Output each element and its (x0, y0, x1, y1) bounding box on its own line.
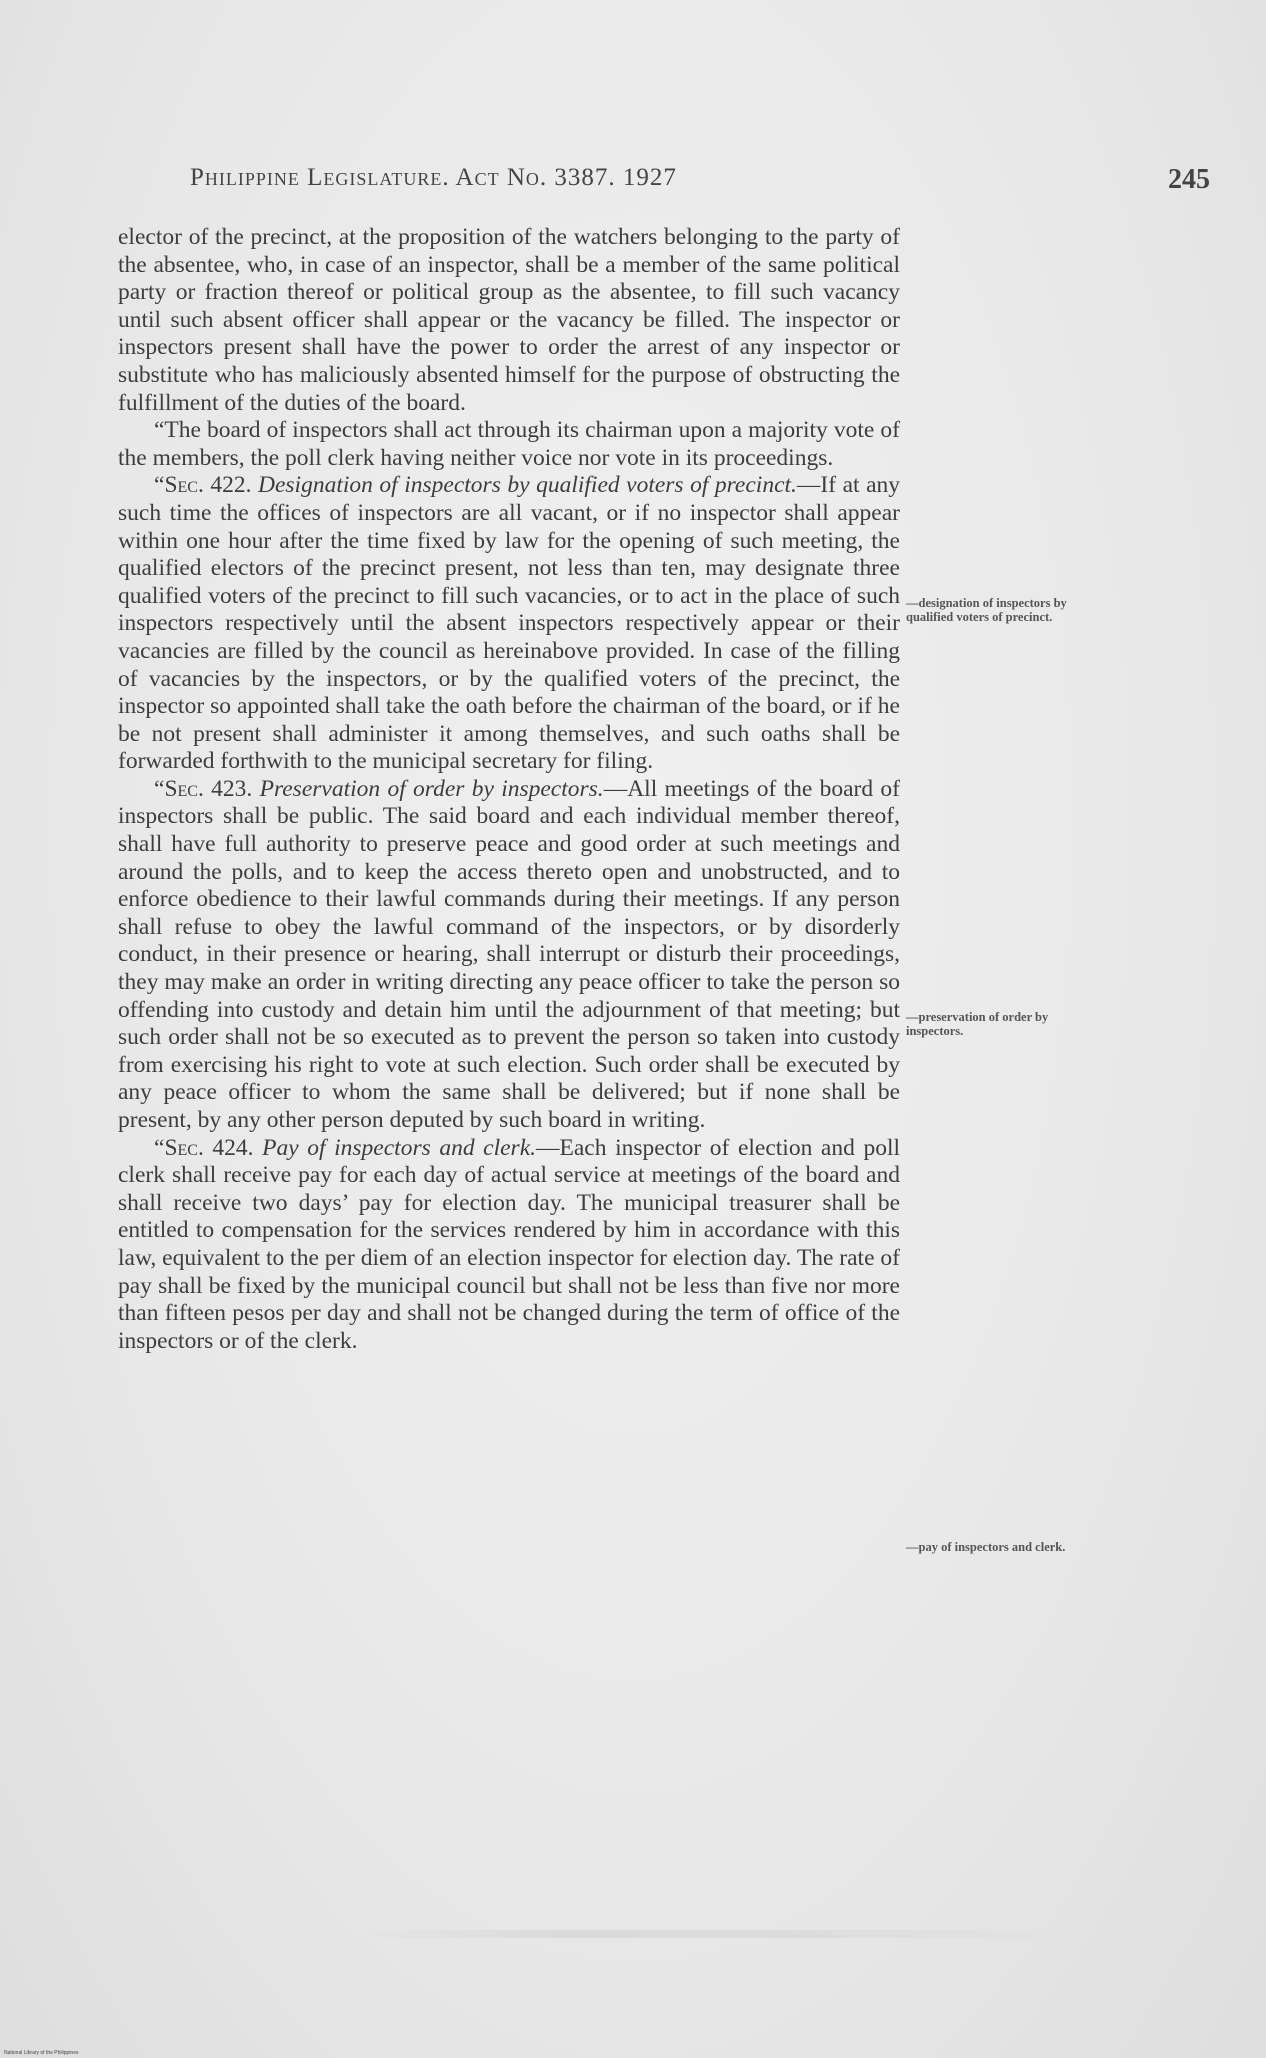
section-422-text: —If at any such time the offices of inspectors are all vacant, or if no inspector shall appear within one hour after the time fixed by law for the opening of such meeting, the qualified electors of the precinct present, not less than ten, may designate three qualified voters of the precinct to fill such vacancies, or to act in the place of such inspectors respectively until the absent inspectors respectively appear or their vacancies are filled by the council as hereinabove provided. In case of the filling of vacancies by the inspectors, or by the qualified voters of the precinct, the inspector so appointed shall take the oath before the chairman of the board, or if he be not present shall administer it among themselves, and such oaths shall be forwarded forthwith to the municipal secretary for filing. (118, 472, 901, 775)
section-423-heading: Preservation of order by inspectors. (259, 775, 604, 802)
paragraph-continuation: elector of the precinct, at the proposition of the watchers belonging to the party of the absentee, who, in case of an inspector, shall be a member of the same political party or fraction thereof or political group as the absentee, to fill such vacancy until such absent officer shall appear or the vacancy be filled. The inspector or inspectors present shall have the power to order the arrest of any inspector or substitute who has maliciously absented himself for the purpose of obstructing the fulfillment of the duties of the board. (118, 224, 900, 416)
section-424-open-quote: “ (154, 1134, 165, 1161)
section-422-heading: Designation of inspectors by qualified voters of precinct. (258, 472, 797, 499)
section-423 (118, 776, 900, 1135)
section-424-label: Sec. 424. (164, 1134, 254, 1161)
running-head: Philippine Legislature. Act No. 3387. 1927 (190, 164, 677, 191)
section-422-label: Sec. 422. (164, 472, 252, 499)
section-424-text: —Each inspector of election and poll clerk shall receive pay for each day of actual service at meetings of the board and shall receive two days’ pay for election day. The municipal treasurer shall be entitled to compensation for the services rendered by him in accordance with this law, equivalent to the per diem of an election inspector for election day. The rate of pay shall be fixed by the municipal council but shall not be less than five nor more than fifteen pesos per day and shall not be changed during the term of office of the inspectors or of the clerk. (118, 1134, 901, 1354)
section-423-text: —All meetings of the board of inspectors shall be public. The said board and each individual member thereof, shall have full authority to preserve peace and good order at such meetings and around the polls, and to keep the access thereto open and unobstructed, and to enforce obedience to their lawful commands during their meetings. If any person shall refuse to obey the lawful command of the inspectors, or by disorderly conduct, in their presence or hearing, shall interrupt or disturb their proceedings, they may make an order in writing directing any peace officer to take the person so offending into custody and detain him until the adjournment of that meeting; but such order shall not be so executed as to prevent the person so taken into custody from exercising his right to vote at such election. Such order shall be executed by any peace officer to whom the same shall be delivered; but if none shall be present, by any other person deputed by such board in writing. (118, 775, 901, 1133)
body-text (118, 224, 900, 1355)
scan-credit: National Library of the Philippines (4, 2050, 79, 2056)
scan-smudge (360, 1930, 1060, 1938)
section-422 (118, 472, 900, 776)
section-424-heading: Pay of inspectors and clerk. (262, 1134, 537, 1161)
paragraph-board-of-inspectors: “The board of inspectors shall act through its chairman upon a majority vote of the members, the poll clerk having neither voice nor vote in its proceedings. (118, 417, 900, 471)
side-note-section-424: —pay of inspectors and clerk. (906, 1540, 1066, 1554)
side-note-section-422: —designation of inspectors by qualified voters of precinct. (906, 596, 1067, 624)
section-424 (118, 1135, 900, 1356)
page-number: 245 (1168, 164, 1210, 195)
side-note-section-423: —preservation of order by inspectors. (906, 1010, 1049, 1038)
section-423-open-quote: “ (154, 775, 165, 802)
section-423-label: Sec. 423. (164, 775, 253, 802)
section-422-open-quote: “ (154, 472, 165, 499)
